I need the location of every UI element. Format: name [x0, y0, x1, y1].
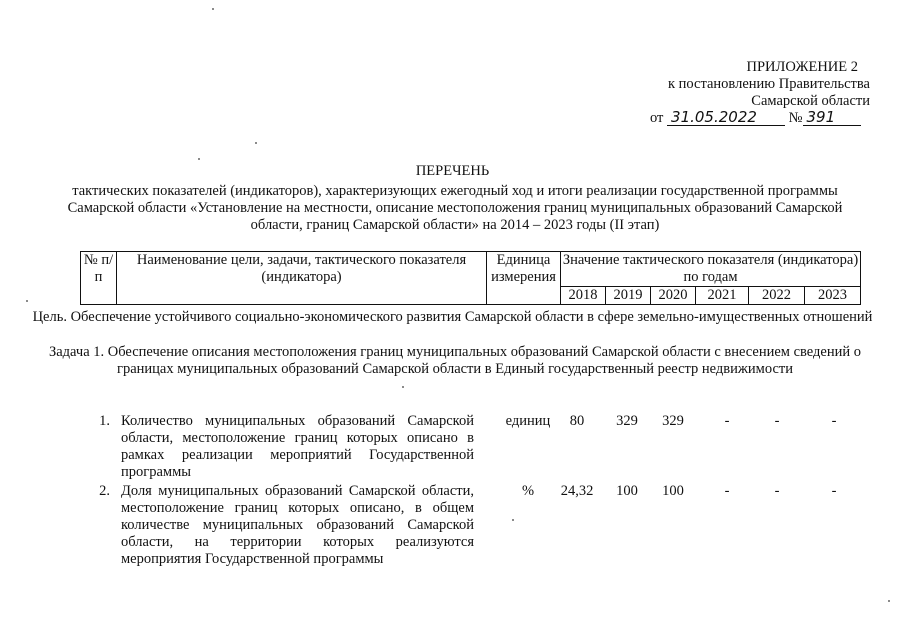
- header-year-2018: 2018: [561, 287, 606, 305]
- row-value-2021: -: [724, 413, 730, 429]
- row-name: Количество муниципальных образований Самарской области, местоположение границ которых описано в рамках реализации мероприятий Государственной программы: [121, 413, 474, 480]
- handwritten-date: 31.05.2022: [667, 110, 785, 126]
- handwritten-number: 391: [803, 110, 861, 126]
- row-value-2019: 100: [616, 483, 638, 499]
- row-value-2019: 329: [616, 413, 638, 429]
- header-name-cell: Наименование цели, задачи, тактического показателя (индикатора): [117, 252, 487, 305]
- scan-speck: [402, 386, 404, 388]
- header-value-cell: Значение тактического показателя (индикатора) по годам: [561, 252, 861, 287]
- row-value-2018: 24,32: [560, 483, 594, 499]
- scan-speck: [255, 142, 257, 144]
- scan-speck: [512, 519, 514, 521]
- row-value-2022: -: [774, 413, 780, 429]
- from-label: от: [650, 110, 664, 126]
- task-heading: Задача 1. Обеспечение описания местоположения границ муниципальных образований Самарской области с внесением сведений о границах муниципальных образований Самарской области в Единый государственный реестр недвижимости: [48, 344, 862, 377]
- scan-speck: [212, 8, 214, 10]
- row-value-2023: -: [831, 413, 837, 429]
- header-year-2020: 2020: [651, 287, 696, 305]
- appendix-title: ПРИЛОЖЕНИЕ 2: [746, 59, 858, 75]
- document-title: ПЕРЕЧЕНЬ: [415, 163, 490, 179]
- row-value-2023: -: [831, 483, 837, 499]
- table-row: [88, 483, 878, 567]
- number-label: №: [788, 110, 803, 126]
- header-year-2022: 2022: [749, 287, 805, 305]
- scan-speck: [888, 600, 890, 602]
- row-unit: %: [521, 483, 535, 499]
- row-value-2018: 80: [569, 413, 585, 429]
- row-value-2020: 100: [662, 483, 684, 499]
- appendix-line-2: Самарской области: [751, 93, 870, 109]
- header-number-cell: № п/п: [81, 252, 117, 305]
- header-table: [80, 251, 861, 305]
- document-subtitle: тактических показателей (индикаторов), характеризующих ежегодный ход и итоги реализации государственной программы Самарской области «Установление на местности, описание местоположения границ муниципальных образований Самарской области, границ Самарской области» на 2014 – 2023 годы (II этап): [67, 183, 843, 233]
- row-value-2020: 329: [662, 413, 684, 429]
- table-row: [88, 413, 878, 493]
- scan-speck: [198, 158, 200, 160]
- header-year-2023: 2023: [805, 287, 861, 305]
- header-year-2021: 2021: [696, 287, 749, 305]
- scan-speck: [26, 300, 28, 302]
- appendix-block: [640, 59, 870, 127]
- row-value-2022: -: [774, 483, 780, 499]
- appendix-line-1: к постановлению Правительства: [668, 76, 870, 92]
- header-year-2019: 2019: [606, 287, 651, 305]
- goal-heading: Цель. Обеспечение устойчивого социально-экономического развития Самарской области в сфере земельно-имущественных отношений: [32, 309, 873, 325]
- row-value-2021: -: [724, 483, 730, 499]
- row-name: Доля муниципальных образований Самарской области, местоположение границ которых описано, в общем количестве муниципальных образований Самарской области, на территории которых реализуются мероприятия Государственной программы: [121, 483, 474, 567]
- row-number: 1.: [99, 413, 110, 429]
- header-unit-cell: Единица измерения: [487, 252, 561, 305]
- row-unit: единиц: [505, 413, 551, 429]
- row-number: 2.: [99, 483, 110, 499]
- appendix-date-line: [640, 110, 870, 127]
